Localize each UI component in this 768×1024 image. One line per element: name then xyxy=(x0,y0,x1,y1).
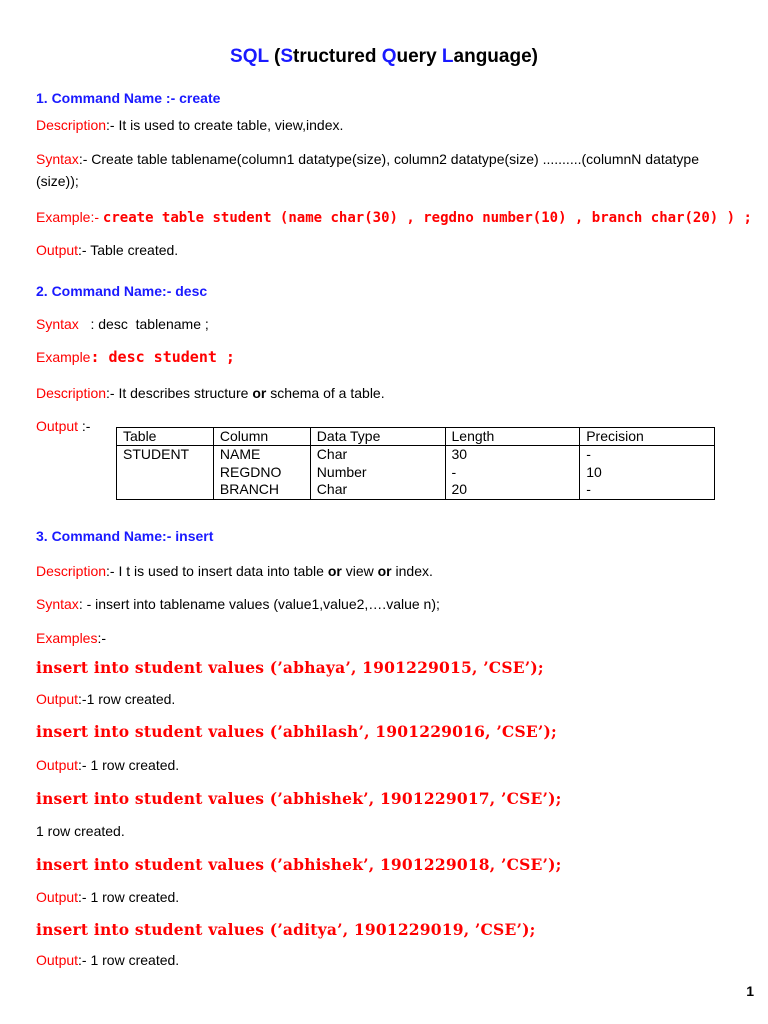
section1-example xyxy=(36,208,752,227)
example-sep: :- xyxy=(90,209,103,225)
description-text: :- It is used to create table, view,index. xyxy=(106,117,344,133)
examples-label: Examples xyxy=(36,630,98,646)
insert-output xyxy=(36,888,179,906)
description-label: Description xyxy=(36,117,107,133)
type-value: Char xyxy=(316,481,348,497)
table-header: Length xyxy=(445,428,580,446)
output-text: 1 row created. xyxy=(36,823,125,839)
section3-examples xyxy=(36,629,106,647)
title-part: anguage) xyxy=(453,46,538,67)
or-keyword: or xyxy=(327,563,342,579)
section2-example xyxy=(36,348,235,366)
output-label: Output xyxy=(36,691,79,707)
insert-output xyxy=(36,822,125,840)
output-text: :- 1 row created. xyxy=(78,889,180,905)
precision-value: - xyxy=(586,481,591,497)
title-part: SQL xyxy=(230,46,269,67)
or-keyword: or xyxy=(377,563,392,579)
table-cell xyxy=(580,446,715,500)
syntax-text: : - insert into tablename values (value1,value2,….value n); xyxy=(78,596,440,612)
title-part: ( xyxy=(268,46,281,67)
precision-value: 10 xyxy=(586,463,602,480)
description-text: schema of a table. xyxy=(266,385,385,401)
column-value: REGDNO xyxy=(219,463,282,480)
output-label: Output xyxy=(36,242,79,258)
description-text: :- I t is used to insert data into table xyxy=(106,563,328,579)
title-part: L xyxy=(441,46,454,67)
title-part: uery xyxy=(396,46,442,67)
insert-example-code: insert into student values (’abhaya’, 1901229015, ’CSE’); xyxy=(36,658,544,677)
example-code: create table student (name char(30) , regdno number(10) , branch char(20) ) ; xyxy=(102,210,752,226)
syntax-label: Syntax xyxy=(36,151,79,167)
section2-description xyxy=(36,384,385,402)
type-value: Number xyxy=(316,463,367,480)
page-number: 1 xyxy=(746,983,754,999)
section2-syntax xyxy=(36,315,209,333)
example-code: : desc student ; xyxy=(90,348,235,366)
or-keyword: or xyxy=(252,385,267,401)
example-label: Example xyxy=(36,209,91,225)
title-part: S xyxy=(280,46,294,67)
insert-output xyxy=(36,951,179,969)
table-header: Table xyxy=(117,428,214,446)
description-text: :- It describes structure xyxy=(106,385,253,401)
table-header: Precision xyxy=(580,428,715,446)
output-text: :- 1 row created. xyxy=(78,952,180,968)
output-label: Output xyxy=(36,889,79,905)
insert-output xyxy=(36,690,175,708)
output-label: Output xyxy=(36,418,79,434)
table-header: Data Type xyxy=(310,428,445,446)
output-text: :- Table created. xyxy=(78,242,179,258)
output-label: Output xyxy=(36,757,79,773)
section1-description xyxy=(36,116,343,134)
section2-output xyxy=(36,417,90,435)
table-cell xyxy=(310,446,445,500)
table-name-value: STUDENT xyxy=(123,446,190,462)
insert-output xyxy=(36,756,179,774)
output-text: :- 1 row created. xyxy=(78,757,180,773)
section2-heading: 2. Command Name:- desc xyxy=(36,283,208,299)
output-text: :-1 row created. xyxy=(78,691,176,707)
page-title xyxy=(0,48,768,66)
section3-description xyxy=(36,562,433,580)
description-label: Description xyxy=(36,563,107,579)
syntax-label: Syntax xyxy=(36,316,79,332)
insert-example-code: insert into student values (’aditya’, 1901229019, ’CSE’); xyxy=(36,920,536,939)
description-text: index. xyxy=(391,563,433,579)
syntax-text: :- Create table tablename(column1 datatype(size), column2 datatype(size) ..........(columnN datatype (size)); xyxy=(36,151,699,189)
insert-example-code: insert into student values (’abhishek’, 1901229017, ’CSE’); xyxy=(36,789,562,808)
syntax-text: : desc tablename ; xyxy=(78,316,209,332)
length-value: 30 xyxy=(451,446,468,462)
table-cell xyxy=(213,446,310,500)
length-value: 20 xyxy=(451,481,468,497)
table-row xyxy=(117,446,715,500)
table-cell xyxy=(117,446,214,500)
examples-sep: :- xyxy=(97,630,107,646)
section1-heading: 1. Command Name :- create xyxy=(36,90,221,106)
length-value: - xyxy=(451,463,457,480)
precision-value: - xyxy=(586,446,591,462)
column-value: BRANCH xyxy=(219,481,280,497)
description-text: view xyxy=(341,563,378,579)
describe-table xyxy=(116,427,715,500)
output-sep: :- xyxy=(78,418,91,434)
section3-syntax xyxy=(36,595,440,613)
column-value: NAME xyxy=(219,446,261,462)
section3-heading: 3. Command Name:- insert xyxy=(36,528,214,544)
section1-syntax xyxy=(36,148,736,192)
insert-example-code: insert into student values (’abhilash’, 1901229016, ’CSE’); xyxy=(36,722,557,741)
title-part: Q xyxy=(381,46,397,67)
type-value: Char xyxy=(316,446,348,462)
example-label: Example xyxy=(36,349,91,365)
title-part: tructured xyxy=(293,46,382,67)
insert-example-code: insert into student values (’abhishek’, 1901229018, ’CSE’); xyxy=(36,855,562,874)
table-header-row xyxy=(117,428,715,446)
table-header: Column xyxy=(213,428,310,446)
section1-output xyxy=(36,241,178,259)
description-label: Description xyxy=(36,385,107,401)
output-label: Output xyxy=(36,952,79,968)
table-cell xyxy=(445,446,580,500)
syntax-label: Syntax xyxy=(36,596,79,612)
